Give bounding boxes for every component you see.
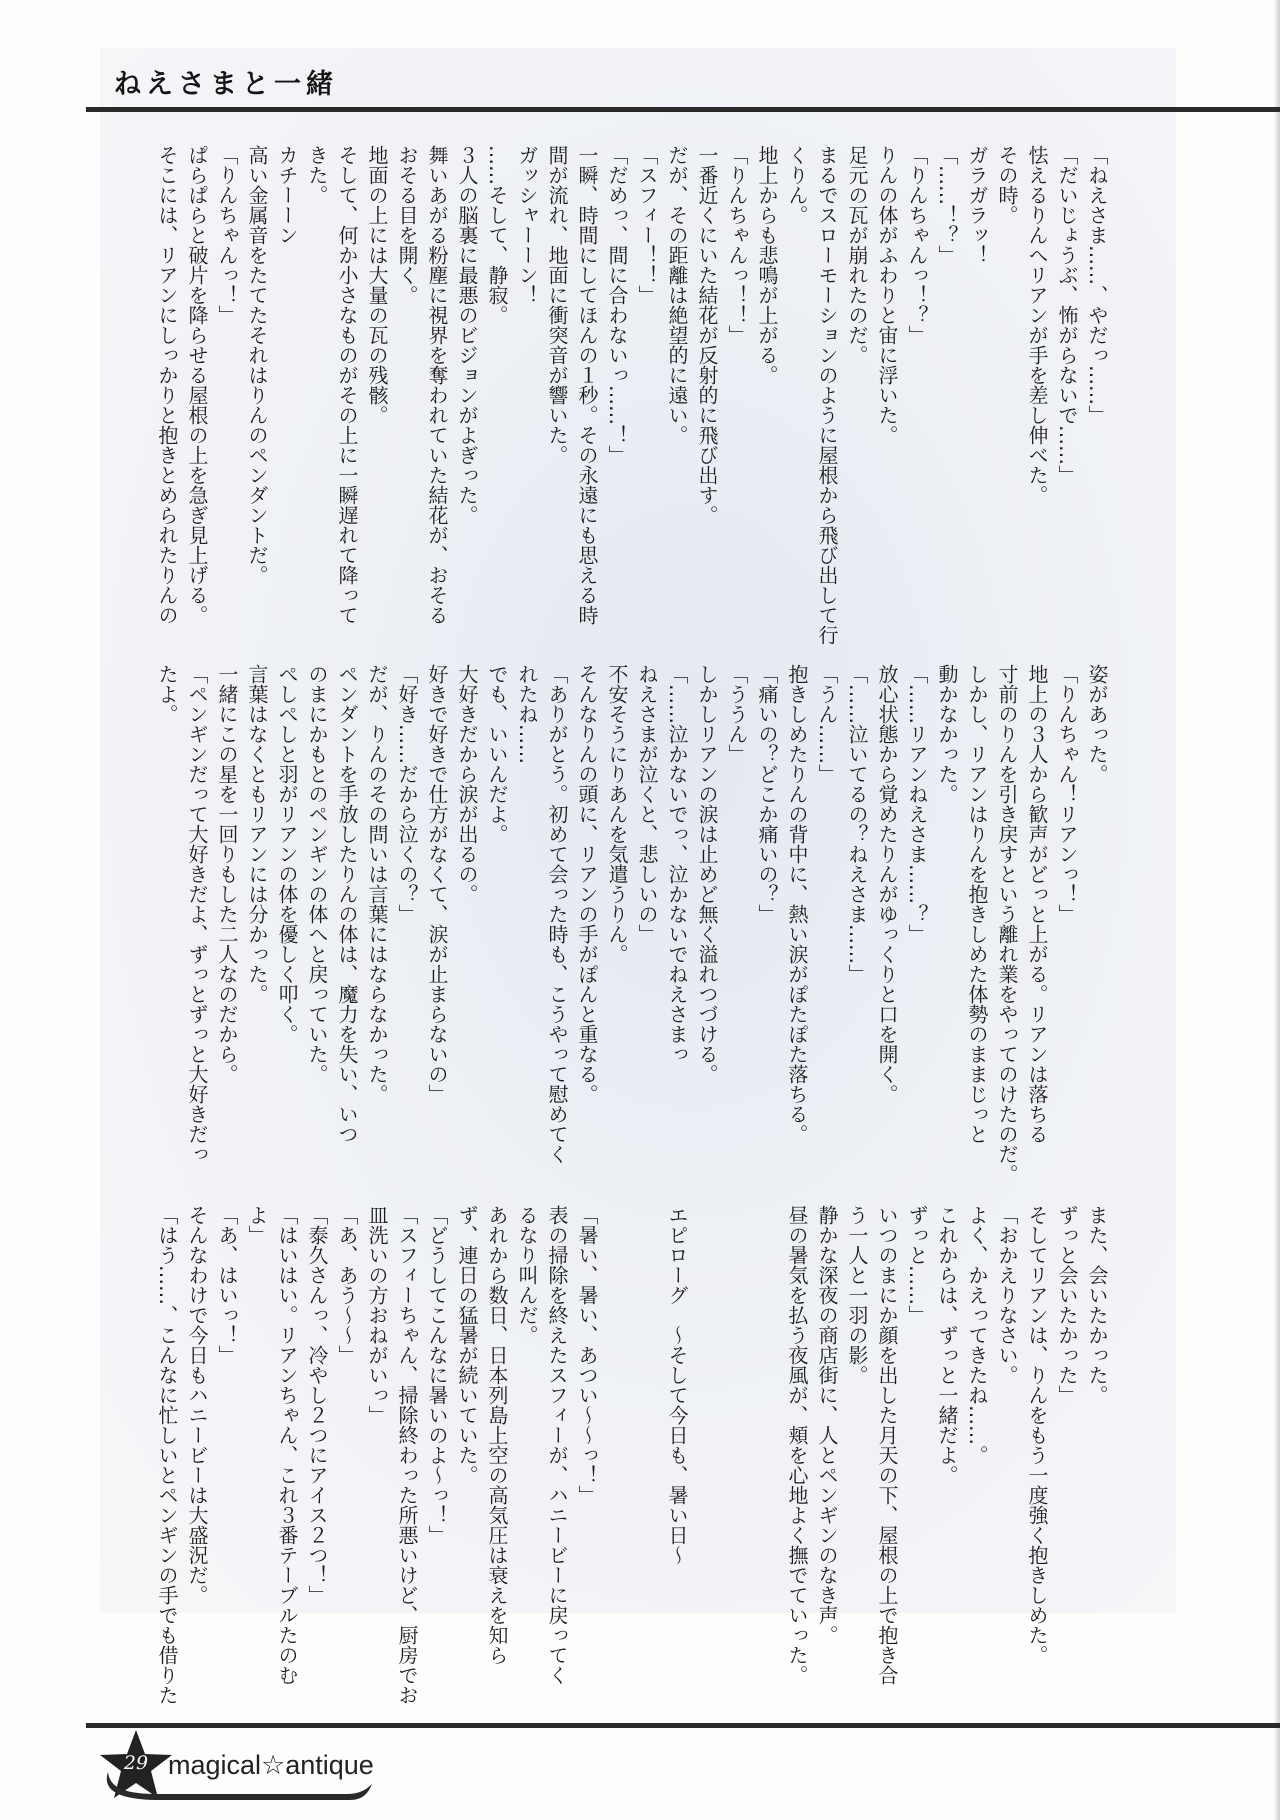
text-line: ぱらぱらと破片を降らせる屋根の上を急ぎ見上げる。 <box>185 145 209 625</box>
text-line: 「好き……だから泣くの？」 <box>395 664 419 924</box>
text-line: るなり叫んだ。 <box>515 1205 539 1345</box>
text-line: 「だいじょうぶ、怖がらないで……」 <box>1055 145 1079 485</box>
text-line: 「……リアンねえさま……？」 <box>905 664 929 944</box>
text-line: 足元の瓦が崩れたのだ。 <box>845 145 869 365</box>
text-line: カチーーン <box>275 145 299 245</box>
text-line: 一瞬、時間にしてほんの１秒。その永遠にも思える時 <box>575 145 599 625</box>
text-block-top <box>152 145 1112 655</box>
text-line: ガラガラッ！ <box>965 145 989 265</box>
blank-line <box>632 1205 662 1715</box>
text-line: よ」 <box>245 1205 269 1245</box>
text-line: ずっと……」 <box>905 1205 929 1325</box>
text-line: 地面の上には大量の瓦の残骸。 <box>365 145 389 425</box>
text-line: 言葉はなくともリアンには分かった。 <box>245 664 269 1004</box>
text-line: 「はいはい。リアンちゃん、これ３番テーブルたのむ <box>275 1205 299 1685</box>
text-line: だが、その距離は絶望的に遠い。 <box>665 145 689 445</box>
text-line: 放心状態から覚めたりんがゆっくりと口を開く。 <box>875 664 899 1104</box>
text-line: そんなりんの頭に、リアンの手がぽんと重なる。 <box>575 664 599 1104</box>
text-line: 動かなかった。 <box>935 664 959 804</box>
text-line: 「……泣いてるの？ねえさま……」 <box>845 664 869 984</box>
text-line: ねえさまが泣くと、悲しいの」 <box>635 664 659 944</box>
text-line: そこには、リアンにしっかりと抱きとめられたりんの <box>155 145 179 625</box>
blank-line <box>752 1205 782 1715</box>
text-line: そんなわけで今日もハニービーは大盛況だ。 <box>185 1205 209 1605</box>
publication-title: magical☆antique <box>168 1750 374 1780</box>
text-line: 静かな深夜の商店街に、人とペンギンのなき声。 <box>815 1205 839 1645</box>
text-line: 「りんちゃんっ！！」 <box>725 145 749 345</box>
text-line: 不安そうにりあんを気遣うりん。 <box>605 664 629 964</box>
text-line: 「ねえさま……、やだっ……」 <box>1085 145 1109 425</box>
text-line: 好きで好きで仕方がなくて、涙が止まらないの」 <box>425 664 449 1104</box>
text-line: 「あ、はいっ！」 <box>215 1205 239 1365</box>
text-line: ……そして、静寂。 <box>485 145 509 325</box>
scan-edge <box>1274 0 1280 1820</box>
text-line: 高い金属音をたてたそれはりんのペンダントだ。 <box>245 145 269 585</box>
text-line: 「……泣かないでっ、泣かないでねえさまっ <box>665 664 689 1064</box>
text-line: だが、りんのその問いは言葉にはならなかった。 <box>365 664 389 1104</box>
text-line: 「暑い、暑い、あつい〜〜っ！」 <box>575 1205 599 1505</box>
text-line: ず、連日の猛暑が続いていた。 <box>455 1205 479 1485</box>
text-line: 「スフィーちゃん、掃除終わった所悪いけど、厨房でお <box>395 1205 419 1705</box>
text-line: 「痛いの？どこか痛いの？」 <box>755 664 779 924</box>
text-line: これからは、ずっと一緒だよ。 <box>935 1205 959 1485</box>
text-line: りんの体がふわりと宙に浮いた。 <box>875 145 899 445</box>
text-line: 「うん……」 <box>815 664 839 784</box>
text-line: しかし、リアンはりんを抱きしめた体勢のままじっと <box>965 664 989 1144</box>
text-line: ぺしぺしと羽がリアンの体を優しく叩く。 <box>275 664 299 1044</box>
text-line: そして、何か小さなものがその上に一瞬遅れて降って <box>335 145 359 625</box>
text-line: いつのまにか顔を出した月天の下、屋根の上で抱き合 <box>875 1205 899 1685</box>
text-line: そしてリアンは、りんをもう一度強く抱きしめた。 <box>1025 1205 1049 1665</box>
text-line: 「スフィー！！」 <box>635 145 659 305</box>
text-line: きた。 <box>305 145 329 205</box>
text-line: のまにかもとのペンギンの体へと戻っていた。 <box>305 664 329 1084</box>
text-block-bottom <box>152 1205 1112 1715</box>
section-heading: エピローグ 〜そして今日も、暑い日〜 <box>665 1205 689 1565</box>
text-line: 皿洗いの方おねがいっ」 <box>365 1205 389 1425</box>
text-line: 地上の３人から歓声がどっと上がる。リアンは落ちる <box>1025 664 1049 1144</box>
page-number: 29 <box>123 1752 149 1774</box>
text-line: 表の掃除を終えたスフィーが、ハニービーに戻ってく <box>545 1205 569 1685</box>
text-line: おそる目を開く。 <box>395 145 419 305</box>
text-line: 間が流れ、地面に衝突音が響いた。 <box>545 145 569 465</box>
text-line: 「りんちゃんっ！」 <box>215 145 239 325</box>
text-line: ペンダントを手放したりんの体は、魔力を失い、いつ <box>335 664 359 1144</box>
blank-line <box>722 1205 752 1715</box>
text-line: ずっと会いたかった」 <box>1055 1205 1079 1405</box>
text-line: 昼の暑気を払う夜風が、頬を心地よく撫でていった。 <box>785 1205 809 1685</box>
text-line: 「ううん」 <box>725 664 749 764</box>
text-line: 「だめっ、間に合わないっ……！」 <box>605 145 629 465</box>
text-line: ガッシャーーン！ <box>515 145 539 305</box>
header-divider <box>86 107 1280 112</box>
text-line: でも、いいんだよ。 <box>485 664 509 844</box>
text-line: 舞いあがる粉塵に視界を奪われていた結花が、おそる <box>425 145 449 625</box>
text-line: 寸前のりんを引き戻すという離れ業をやってのけたのだ。 <box>995 664 1019 1184</box>
text-line: よく、かえってきたね……。 <box>965 1205 989 1465</box>
text-line: 「ペンギンだって大好きだよ、ずっとずっと大好きだっ <box>185 664 209 1164</box>
text-line: 「おかえりなさい。 <box>995 1205 1019 1385</box>
text-line: 姿があった。 <box>1085 664 1109 784</box>
text-line: しかしリアンの涙は止めど無く溢れつづける。 <box>695 664 719 1084</box>
text-line: たよ。 <box>155 664 179 724</box>
text-line: 大好きだから涙が出るの。 <box>455 664 479 904</box>
blank-line <box>602 1205 632 1715</box>
text-line: また、会いたかった。 <box>1085 1205 1109 1405</box>
footer-logo <box>100 1728 400 1808</box>
text-line: 「はう……、こんなに忙しいとペンギンの手でも借りた <box>155 1205 179 1705</box>
text-line: 怯えるりんへリアンが手を差し伸べた。 <box>1025 145 1049 505</box>
text-line: まるでスローモーションのように屋根から飛び出して行 <box>815 145 839 645</box>
text-line: う一人と一羽の影。 <box>845 1205 869 1385</box>
text-line: その時。 <box>995 145 1019 225</box>
text-block-middle <box>152 664 1112 1184</box>
text-line: 「りんちゃんっ！？」 <box>905 145 929 345</box>
text-line: 「……！？」 <box>935 145 959 265</box>
text-line: 地上からも悲鳴が上がる。 <box>755 145 779 385</box>
text-line: 「泰久さんっ、冷やし２つにアイス２つ！」 <box>305 1205 329 1605</box>
text-line: 「どうしてこんなに暑いのよ〜っ！」 <box>425 1205 449 1545</box>
text-line: 「ありがとう。初めて会った時も、こうやって慰めてく <box>545 664 569 1164</box>
text-line: ３人の脳裏に最悪のビジョンがよぎった。 <box>455 145 479 525</box>
text-line: くりん。 <box>785 145 809 225</box>
page-title: ねえさまと一緒 <box>114 69 338 100</box>
blank-line <box>692 1205 722 1715</box>
text-line: 「りんちゃん！リアンっ！」 <box>1055 664 1079 924</box>
text-line: 「あ、あう〜〜」 <box>335 1205 359 1365</box>
text-line: 抱きしめたりんの背中に、熱い涙がぽたぽた落ちる。 <box>785 664 809 1144</box>
text-line: 一緒にこの星を一回りもした二人なのだから。 <box>215 664 239 1084</box>
text-line: 一番近くにいた結花が反射的に飛び出す。 <box>695 145 719 525</box>
text-line: あれから数日、日本列島上空の高気圧は衰えを知ら <box>485 1205 509 1665</box>
text-line: れたね…… <box>515 664 539 764</box>
